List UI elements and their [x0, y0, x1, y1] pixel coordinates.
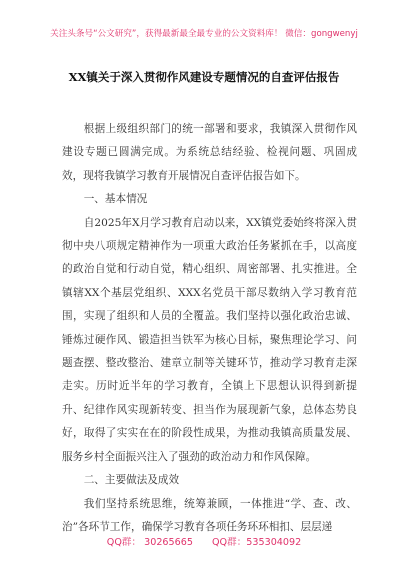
document-title: XX镇关于深入贯彻作风建设专题情况的自查评估报告: [68, 70, 340, 84]
footer-qq-groups: [0, 534, 408, 548]
header-promo-text: 关注头条号“公文研究”，获得最新最全最专业的公文资料库！ 微信：gongwenyj: [50, 29, 358, 39]
document-body: [62, 118, 357, 539]
footer-qq-group-1: QQ群： 30265665: [106, 537, 193, 548]
footer-qq-group-2: QQ群：535304092: [212, 537, 302, 548]
paragraph-intro: 根据上级组织部门的统一部署和要求，我镇深入贯彻作风建设专题已圆满完成。为系统总结经验、检视问题、巩固成效，现将我镇学习教育开展情况自查评估报告如下。: [62, 123, 357, 182]
section-heading-practices: 二、主要做法及成效: [83, 474, 180, 487]
paragraph-practices: 我们坚持系统思维，统筹兼顾，一体推进“学、查、改、治”各环节工作，确保学习教育各项任务环环相扣、层层递: [62, 497, 357, 533]
paragraph-basic: 自2025年X月学习教育启动以来，XX镇党委始终将深入贯彻中央八项规定精神作为一项重大政治任务紧抓在手，以高度的政治自觉和行动自觉，精心组织、周密部署、扎实推进。全镇辖XX个基层党组织、XXX名党员干部尽数纳入学习教育范围，实现了组织和人员的全覆盖。我们坚持以强化政治忠诚、锤炼过硬作风、锻造担当铁军为核心目标，聚焦理论学习、问题查摆、整改整治、建章立制等关键环节，推动学习教育走深走实。历时近半年的学习教育，全镇上下思想认识得到新提升、纪律作风实现新转变、担当作为展现新气象，总体态势良好，取得了实实在在的阶段性成果，为推动我镇高质量发展、服务乡村全面振兴注入了强劲的政治动力和作风保障。: [62, 216, 357, 463]
section-heading-basic: 一、基本情况: [83, 193, 148, 206]
